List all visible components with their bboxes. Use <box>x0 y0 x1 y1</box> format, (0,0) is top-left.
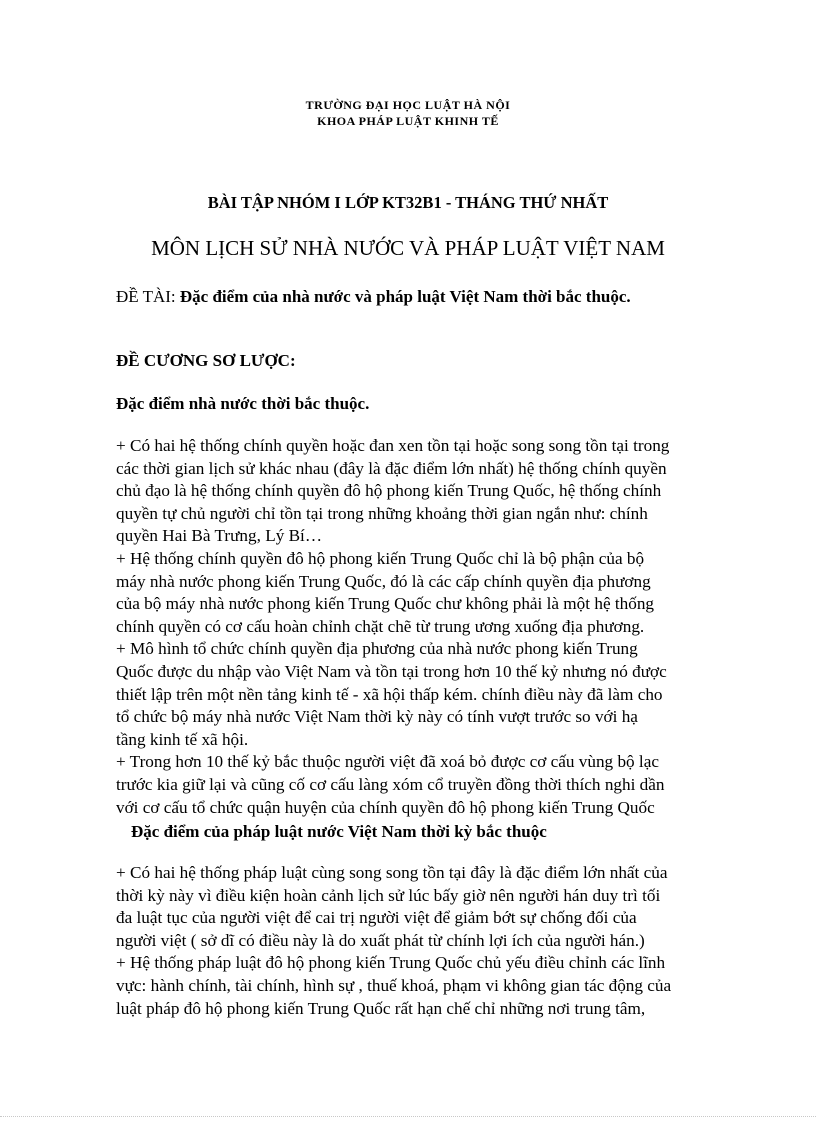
text-line: trước kia giữ lại và cũng cố cơ cấu làng xóm cổ truyền đồng thời thích nghi dần <box>116 774 665 794</box>
text-line: chính quyền có cơ cấu hoàn chỉnh chặt chẽ từ trung ương xuống địa phương. <box>116 616 645 636</box>
section1-heading: Đặc điểm nhà nước thời bắc thuộc. <box>116 394 370 413</box>
text-line: của bộ máy nhà nước phong kiến Trung Quốc chư không phải là một hệ thống <box>116 594 655 614</box>
section2-heading: Đặc điểm của pháp luật nước Việt Nam thời kỳ bắc thuộc <box>131 822 547 841</box>
text-line: + Hệ thống pháp luật đô hộ phong kiến Trung Quốc chủ yếu điều chỉnh các lĩnh <box>116 953 666 973</box>
text-line: Quốc được du nhập vào Việt Nam và tồn tại trong hơn 10 thế kỷ nhưng nó được <box>116 661 667 681</box>
text-line: với cơ cấu tổ chức quận huyện của chính quyền đô hộ phong kiến Trung Quốc <box>116 797 655 817</box>
text-line: + Có hai hệ thống chính quyền hoặc đan xen tồn tại hoặc song song tồn tại trong <box>116 436 670 455</box>
section1-body <box>116 435 756 819</box>
text-line: vực: hành chính, tài chính, hình sự , thuế khoá, phạm vi không gian tác động của <box>116 975 672 995</box>
text-line: thiết lập trên một nền tảng kinh tế - xã hội thấp kém. chính điều này đã làm cho <box>116 684 663 704</box>
section2-body <box>116 862 756 1020</box>
text-line: máy nhà nước phong kiến Trung Quốc, đó là các cấp chính quyền địa phương <box>116 571 651 591</box>
text-line: + Có hai hệ thống pháp luật cùng song song tồn tại đây là đặc điểm lớn nhất của <box>116 863 668 882</box>
university-name: TRƯỜNG ĐẠI HỌC LUẬT HÀ NỘI <box>305 98 511 112</box>
topic-line <box>116 287 631 307</box>
text-line: quyền Hai Bà Trưng, Lý Bí… <box>116 526 323 546</box>
text-line: chủ đạo là hệ thống chính quyền đô hộ phong kiến Trung Quốc, hệ thống chính <box>116 481 662 501</box>
text-line: thời kỳ này vì điều kiện hoàn cảnh lịch sử lúc bấy giờ nên người hán duy trì tối <box>116 885 661 905</box>
course-title: MÔN LỊCH SỬ NHÀ NƯỚC VÀ PHÁP LUẬT VIỆT NAM <box>151 236 665 260</box>
assignment-title: BÀI TẬP NHÓM I LỚP KT32B1 - THÁNG THỨ NHẤT <box>207 193 609 212</box>
outline-heading: ĐỀ CƯƠNG SƠ LƯỢC: <box>116 351 296 370</box>
text-line: + Hệ thống chính quyền đô hộ phong kiến Trung Quốc chỉ là bộ phận của bộ <box>116 548 645 568</box>
text-line: các thời gian lịch sử khác nhau (đây là đặc điểm lớn nhất) hệ thống chính quyền <box>116 458 667 478</box>
text-line: luật pháp đô hộ phong kiến Trung Quốc rất hạn chế chỉ những nơi trung tâm, <box>116 998 646 1018</box>
page-bottom-divider <box>0 1116 816 1117</box>
topic-label: ĐỀ TÀI: <box>116 287 180 306</box>
topic-text: Đặc điểm của nhà nước và pháp luật Việt Nam thời bắc thuộc. <box>179 287 631 306</box>
text-line: đa luật tục của người việt để cai trị người việt để giảm bớt sự chống đối của <box>116 908 637 928</box>
faculty-name: KHOA PHÁP LUẬT KHINH TẾ <box>317 114 499 128</box>
text-line: người việt ( sở dĩ có điều này là do xuất phát từ chính lợi ích của người hán.) <box>116 930 645 950</box>
text-line: + Mô hình tổ chức chính quyền địa phương của nhà nước phong kiến Trung <box>116 639 638 659</box>
text-line: tổ chức bộ máy nhà nước Việt Nam thời kỳ này có tính vượt trước so với hạ <box>116 707 638 727</box>
text-line: quyền tự chủ người chỉ tồn tại trong những khoảng thời gian ngắn như: chính <box>116 503 648 523</box>
text-line: tầng kinh tế xã hội. <box>116 729 249 749</box>
text-line: + Trong hơn 10 thế kỷ bắc thuộc người việt đã xoá bỏ được cơ cấu vùng bộ lạc <box>116 752 659 772</box>
